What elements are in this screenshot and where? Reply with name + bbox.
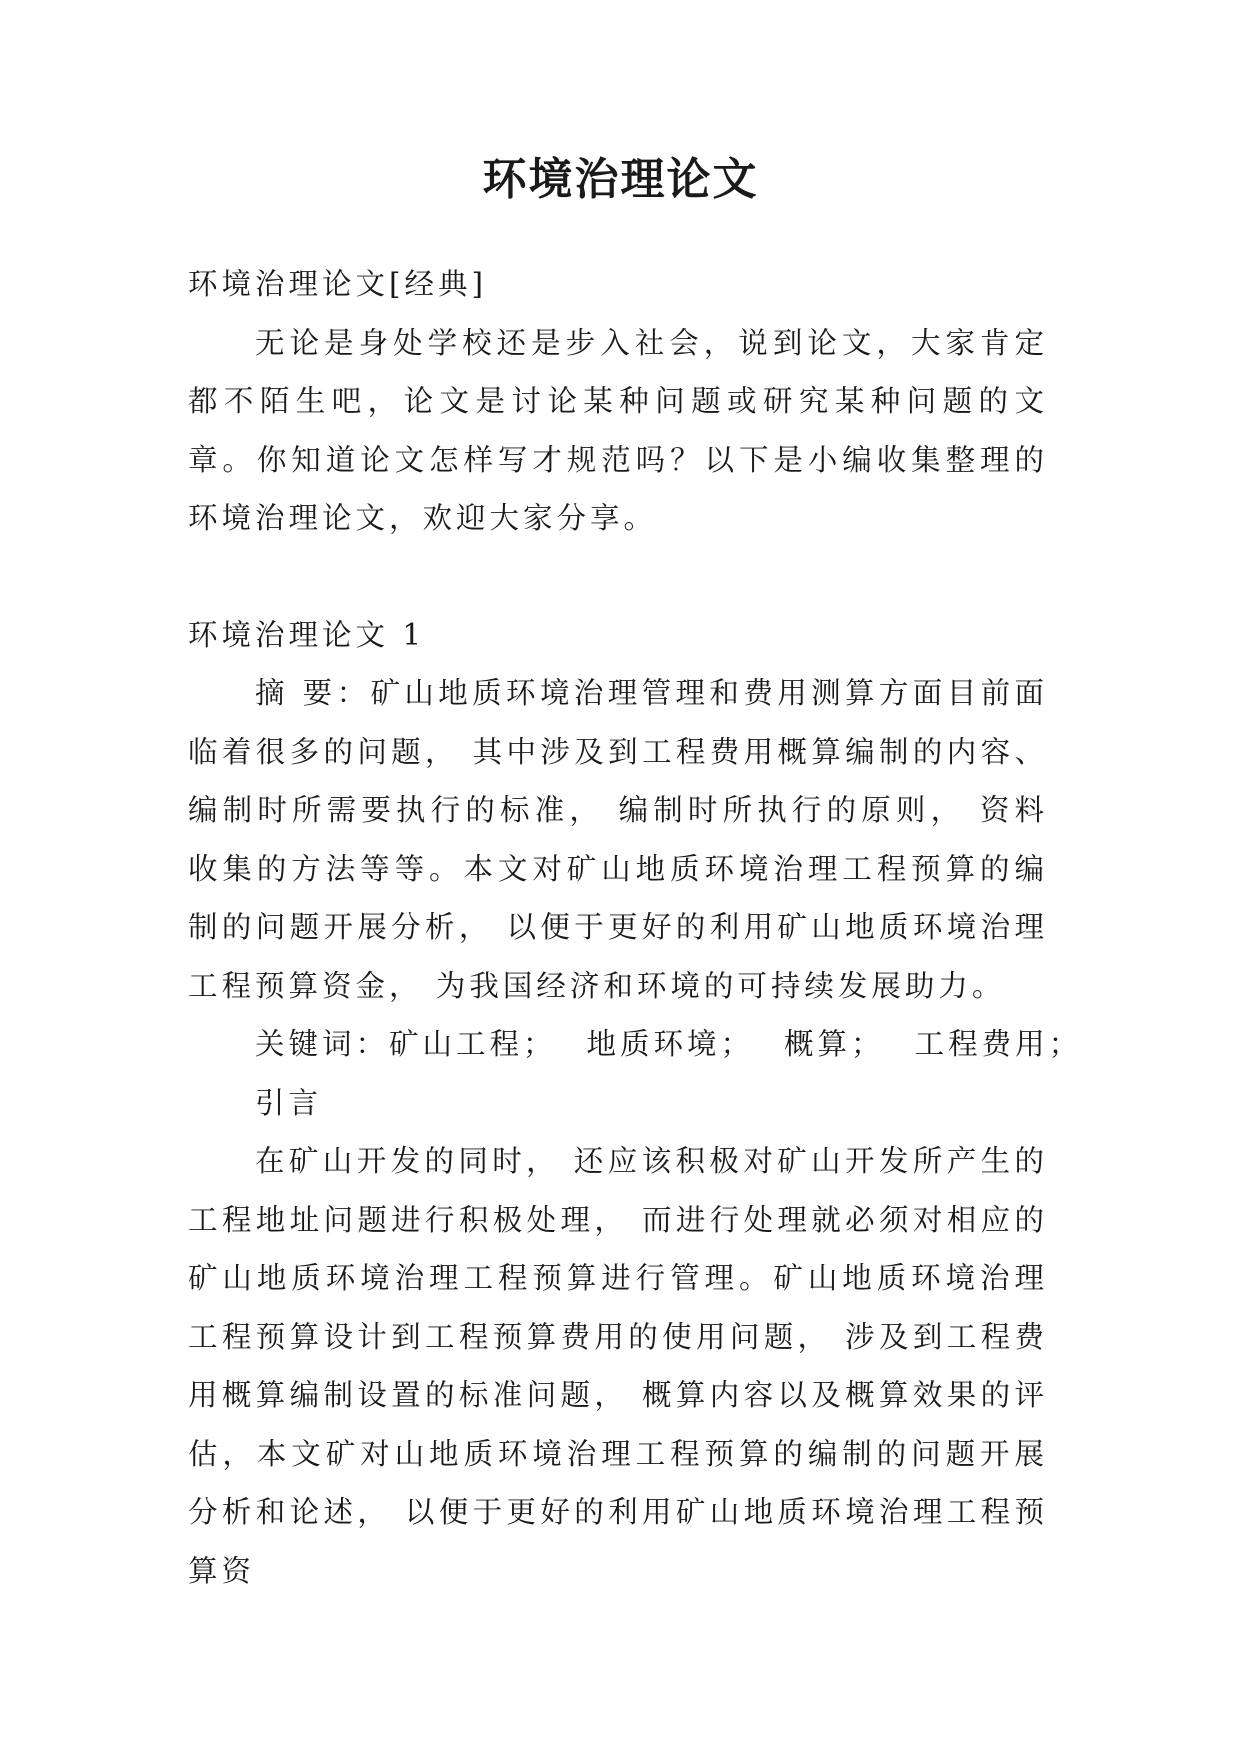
keyword: 概算；: [784, 1027, 885, 1061]
keyword: 矿山工程；: [389, 1027, 557, 1061]
document-title: 环境治理论文: [482, 154, 759, 205]
keywords-line: [188, 1015, 1083, 1074]
document-subtitle: 环境治理论文[经典]: [188, 267, 488, 301]
keyword: 工程费用；: [914, 1027, 1083, 1061]
abstract-paragraph: 摘 要：矿山地质环境治理管理和费用测算方面目前面临着很多的问题， 其中涉及到工程费用概算编制的内容、编制时所需要执行的标准， 编制时所执行的原则， 资料收集的方法等等。本文对矿山地质环境治理工程预算的编制的问题开展分析， 以便于更好的利用矿山地质环境治理工程预算资金， 为我国经济和环境的可持续发展助力。: [188, 676, 1048, 1003]
intro-paragraph: 无论是身处学校还是步入社会，说到论文，大家肯定都不陌生吧，论文是讨论某种问题或研究某种问题的文章。你知道论文怎样写才规范吗？以下是小编收集整理的环境治理论文，欢迎大家分享。: [188, 325, 1048, 535]
section-heading: 环境治理论文 1: [188, 617, 426, 652]
document-body: [188, 255, 1083, 1600]
keyword: 地质环境；: [586, 1027, 755, 1061]
intro-heading: 引言: [255, 1085, 323, 1120]
keywords-label: 关键词：: [255, 1027, 390, 1061]
body-paragraph: 在矿山开发的同时， 还应该积极对矿山开发所产生的工程地址问题进行积极处理， 而进行处理就必须对相应的矿山地质环境治理工程预算进行管理。矿山地质环境治理工程预算设计到工程预算费用的使用问题， 涉及到工程费用概算编制设置的标准问题， 概算内容以及概算效果的评估，本文矿对山地质环境治理工程预算的编制的问题开展分析和论述， 以便于更好的利用矿山地质环境治理工程预算资: [188, 1144, 1048, 1588]
